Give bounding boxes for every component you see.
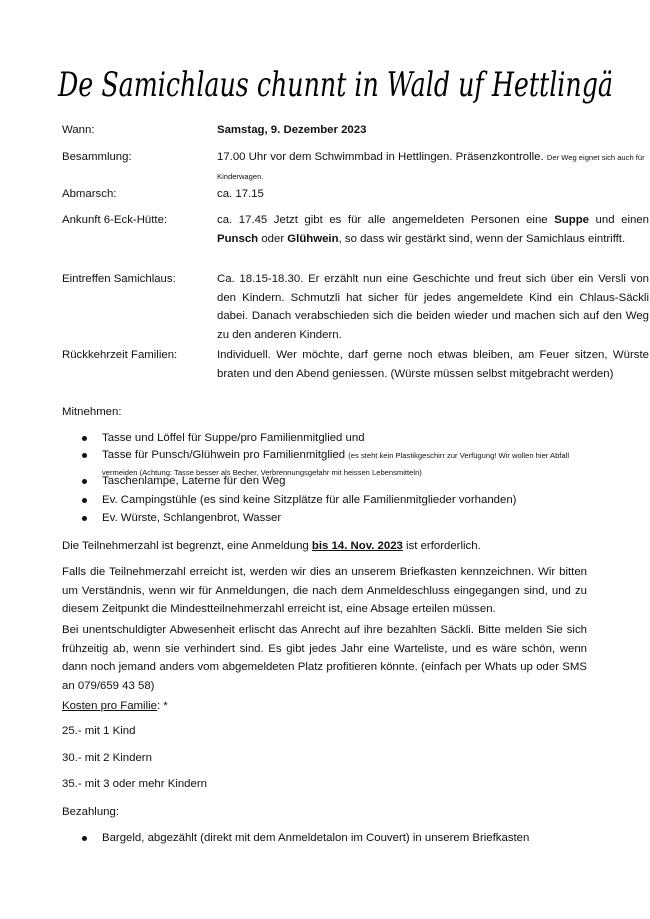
kosten-item: 25.- mit 1 Kind (62, 725, 136, 737)
bullet-icon (82, 479, 87, 484)
list-item-text: Ev. Campingstühle (es sind keine Sitzplätze für alle Familienmitglieder vorhanden) (102, 494, 517, 506)
row-value: Ca. 18.15-18.30. Er erzählt nun eine Geschichte und freut sich über ein Versli von den Kindern. Schmutzli hat sicher für jedes angemeldete Kind ein Chlaus-Säckli dabei. Danach verabschieden sich die beiden wieder und machen sich auf den Weg zu den anderen Kindern. (217, 273, 649, 341)
list-item-text: Taschenlampe, Laterne für den Weg (102, 475, 286, 487)
anmeldung-deadline: bis 14. Nov. 2023 (311, 540, 403, 552)
row-label: Ankunft 6-Eck-Hütte: (62, 214, 168, 226)
list-item-text: Bargeld, abgezählt (direkt mit dem Anmeldetalon im Couvert) in unserem Briefkasten (102, 832, 530, 844)
row-value (217, 148, 649, 185)
bullet-icon (82, 516, 87, 521)
info-paragraph: Falls die Teilnehmerzahl erreicht ist, werden wir dies an unserem Briefkasten kennzeichnen. Wir bitten um Verständnis, wenn wir für Anmeldungen, die nach dem Anmeldeschluss eingegangen sind, und zu diesem Zeitpunkt die Mindestteilnehmerzahl erreicht ist, eine Absage erteilen müssen. (62, 566, 587, 615)
row-value-bold: Punsch (217, 232, 259, 245)
mitnehmen-heading: Mitnehmen: (62, 406, 122, 418)
list-item-text: Tasse und Löffel für Suppe/pro Familienmitglied und (102, 432, 365, 444)
anmeldung-paragraph (62, 537, 587, 556)
bezahlung-heading: Bezahlung: (62, 806, 119, 818)
row-value-part: , so dass wir gestärkt sind, wenn der Samichlaus eintrifft. (338, 232, 626, 245)
kosten-heading (62, 697, 587, 716)
list-item-note: (es steht kein Plastikgeschirr zur Verfügung! Wir wollen hier Abfall vermeiden (Achtung: Tasse besser als Becher, Verbrennungsgefahr mit heissen Lebensmitteln) (102, 451, 570, 477)
kosten-heading-text: Kosten pro Familie (62, 700, 157, 712)
kosten-item: 30.- mit 2 Kindern (62, 752, 152, 764)
row-label: Eintreffen Samichlaus: (62, 273, 176, 285)
kosten-heading-suffix: : * (156, 700, 168, 712)
row-value: ca. 17.15 (217, 188, 264, 200)
bullet-icon (82, 436, 87, 441)
row-value-text: 17.00 Uhr vor dem Schwimmbad in Hettlingen. Präsenzkontrolle. (217, 151, 544, 163)
page-title (56, 58, 616, 108)
title-text: De Samichlaus chunnt in Wald uf Hettlingä (57, 65, 613, 105)
row-label: Besammlung: (62, 151, 132, 163)
row-note: Der Weg eignet sich auch für Kinderwagen. (217, 153, 645, 181)
anmeldung-text: Die Teilnehmerzahl ist begrenzt, eine Anmeldung (62, 540, 312, 552)
row-label: Abmarsch: (62, 188, 117, 200)
row-value-bold: Suppe (554, 214, 589, 226)
anmeldung-text: ist erforderlich. (402, 540, 481, 552)
row-value: Individuell. Wer möchte, darf gerne noch etwas bleiben, am Feuer sitzen, Würste braten und den Abend geniessen. (Würste müssen selbst mitgebracht werden) (217, 349, 649, 380)
row-value: Samstag, 9. Dezember 2023 (217, 124, 367, 136)
list-item-text: Ev. Würste, Schlangenbrot, Wasser (102, 512, 282, 524)
title-script (56, 58, 616, 108)
row-value-part: oder (258, 232, 288, 245)
row-value-bold: Glühwein (287, 232, 339, 245)
kosten-item: 35.- mit 3 oder mehr Kindern (62, 778, 207, 790)
bullet-icon (82, 836, 87, 841)
bullet-icon (82, 498, 87, 503)
list-item-text: Tasse für Punsch/Glühwein pro Familienmitglied (102, 449, 346, 461)
bullet-icon (82, 453, 87, 458)
row-value (217, 211, 649, 248)
info-paragraph: Bei unentschuldigter Abwesenheit erlischt das Anrecht auf ihre bezahlten Säckli. Bitte melden Sie sich frühzeitig ab, wenn sie verhindert sind. Es gibt jedes Jahr eine Warteliste, und es wäre schön, wenn dann noch jemand anders vom abgemeldeten Platz profitieren könnte. (einfach per Whats up oder SMS an 079/659 43 58) (62, 624, 587, 692)
row-value-part: ca. 17.45 Jetzt gibt es für alle angemeldeten Personen eine (217, 214, 555, 226)
row-label: Rückkehrzeit Familien: (62, 349, 178, 361)
row-label: Wann: (62, 124, 95, 136)
row-value-part: und einen (589, 214, 649, 226)
